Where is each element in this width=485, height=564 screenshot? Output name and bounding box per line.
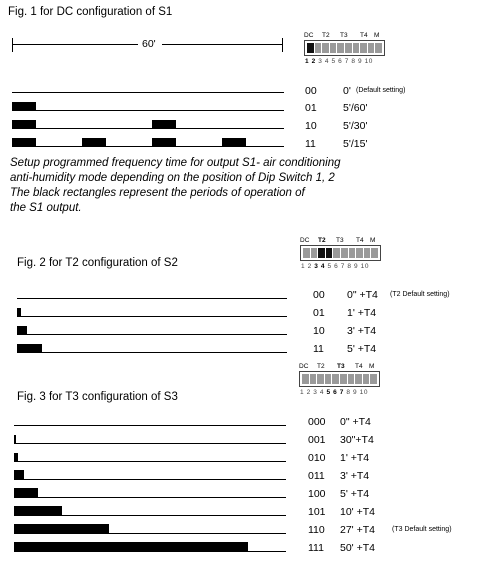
span-line-right xyxy=(162,44,282,45)
dip-switch-5 xyxy=(333,248,340,258)
dip-label-dc: DC xyxy=(300,237,310,244)
dip-label-t3: T3 xyxy=(336,237,344,244)
dip-switch-7 xyxy=(349,248,356,258)
dip-switch-3 xyxy=(317,374,324,384)
dip-switch-3 xyxy=(318,248,325,258)
fig1-row-01-line xyxy=(12,110,284,111)
span-left-tick xyxy=(12,38,13,52)
dip-label-m: M xyxy=(370,237,376,244)
description-line: Setup programmed frequency time for output S1- air conditioning xyxy=(10,157,341,169)
dip-switch-body xyxy=(300,245,381,261)
fig1-title: Fig. 1 for DC configuration of S1 xyxy=(8,6,173,18)
fig3-row-code: 001 xyxy=(308,434,326,446)
fig2-row-code: 10 xyxy=(313,325,325,337)
fig3-row-code: 101 xyxy=(308,506,326,518)
description-line: anti-humidity mode depending on the position of Dip Switch 1, 2 xyxy=(10,172,335,184)
dip-switch-8 xyxy=(360,43,367,53)
fig2-row-11-on-bar xyxy=(17,344,42,353)
dip-switch-2 xyxy=(310,374,317,384)
fig2-row-01-line xyxy=(17,316,287,317)
fig3-row-011-on-bar xyxy=(14,470,24,480)
fig2-row-01-on-bar xyxy=(17,308,21,317)
fig2-row-value: 5' +T4 xyxy=(347,343,377,355)
dip-label-m: M xyxy=(374,32,380,39)
fig1-row-11-on-bar-4 xyxy=(222,138,246,147)
dip-switch-2 xyxy=(315,43,322,53)
dip-switch-2 xyxy=(311,248,318,258)
fig3-row-code: 100 xyxy=(308,488,326,500)
fig1-row-value: 0' xyxy=(343,85,351,97)
fig2-row-note: (T2 Default setting) xyxy=(390,291,450,298)
fig3-row-value: 5' +T4 xyxy=(340,488,370,500)
dip-switch-5 xyxy=(337,43,344,53)
dip-switch-5 xyxy=(332,374,339,384)
dip-switch-3 xyxy=(322,43,329,53)
dip-label-t4: T4 xyxy=(355,363,363,370)
dip-label-m: M xyxy=(369,363,375,370)
dip-numbers: 1 2 3 4 5 6 7 8 9 10 xyxy=(305,58,374,65)
dip-switch-1 xyxy=(307,43,314,53)
fig3-row-value: 0" +T4 xyxy=(340,416,371,428)
fig2-row-11-line xyxy=(17,352,287,353)
dip-label-t4: T4 xyxy=(360,32,368,39)
dip-switch-6 xyxy=(340,374,347,384)
dip-switch-7 xyxy=(353,43,360,53)
dip-switch-1 xyxy=(302,374,309,384)
dip-switch-4 xyxy=(330,43,337,53)
fig3-row-111-on-bar xyxy=(14,542,248,552)
fig1-row-code: 01 xyxy=(305,102,317,114)
fig3-row-value: 30"+T4 xyxy=(340,434,374,446)
dip-label-t3: T3 xyxy=(337,363,345,370)
dip-numbers: 1 2 3 4 5 6 7 8 9 10 xyxy=(300,389,369,396)
fig3-row-100-line xyxy=(14,497,286,498)
dip-switch-body xyxy=(299,371,380,387)
dip-switch-10 xyxy=(370,374,377,384)
fig3-row-code: 110 xyxy=(308,524,325,536)
dip-label-t2: T2 xyxy=(317,363,325,370)
fig3-row-010-on-bar xyxy=(14,453,18,462)
fig3-row-code: 010 xyxy=(308,452,326,464)
dip-switch-1 xyxy=(303,248,310,258)
fig3-row-101-on-bar xyxy=(14,506,62,516)
fig2-row-value: 1' +T4 xyxy=(347,307,377,319)
dip-label-t4: T4 xyxy=(356,237,364,244)
dip-switch-fig3 xyxy=(299,363,381,403)
dip-switch-body xyxy=(304,40,385,56)
dip-switch-6 xyxy=(345,43,352,53)
fig1-row-10-on-bar-1 xyxy=(12,120,36,129)
fig3-row-code: 111 xyxy=(308,542,324,554)
fig2-row-00-line xyxy=(17,298,287,299)
dip-label-dc: DC xyxy=(299,363,309,370)
fig3-row-001-on-bar xyxy=(14,435,16,444)
fig2-row-10-line xyxy=(17,334,287,335)
fig3-row-001-line xyxy=(14,443,286,444)
fig2-title: Fig. 2 for T2 configuration of S2 xyxy=(17,257,178,269)
dip-switch-fig2 xyxy=(300,237,382,277)
fig1-row-value: 5'/15' xyxy=(343,138,368,150)
dip-switch-fig1 xyxy=(304,32,386,72)
fig1-row-code: 10 xyxy=(305,120,317,132)
dip-switch-8 xyxy=(355,374,362,384)
fig2-row-value: 3' +T4 xyxy=(347,325,377,337)
fig1-row-00-line xyxy=(12,92,284,93)
dip-switch-10 xyxy=(375,43,382,53)
fig1-row-01-on-bar xyxy=(12,102,36,111)
span-label: 60' xyxy=(142,38,156,50)
fig3-row-value: 1' +T4 xyxy=(340,452,370,464)
dip-label-t2: T2 xyxy=(318,237,326,244)
span-right-tick xyxy=(282,38,283,52)
dip-switch-4 xyxy=(326,248,333,258)
fig2-row-code: 11 xyxy=(313,343,324,355)
dip-label-dc: DC xyxy=(304,32,314,39)
fig3-row-value: 27' +T4 xyxy=(340,524,375,536)
fig3-row-code: 011 xyxy=(308,470,325,482)
dip-switch-9 xyxy=(364,248,371,258)
fig1-row-code: 11 xyxy=(305,138,316,150)
fig1-row-11-on-bar-2 xyxy=(82,138,106,147)
fig3-row-code: 000 xyxy=(308,416,326,428)
dip-label-t3: T3 xyxy=(340,32,348,39)
fig1-row-11-on-bar-3 xyxy=(152,138,176,147)
fig3-row-value: 50' +T4 xyxy=(340,542,375,554)
fig1-row-value: 5'/30' xyxy=(343,120,368,132)
fig1-row-code: 00 xyxy=(305,85,317,97)
fig2-row-value: 0" +T4 xyxy=(347,289,378,301)
description-line: the S1 output. xyxy=(10,202,82,214)
dip-switch-8 xyxy=(356,248,363,258)
dip-switch-9 xyxy=(363,374,370,384)
fig3-row-value: 10' +T4 xyxy=(340,506,375,518)
span-line-left xyxy=(12,44,138,45)
dip-switch-7 xyxy=(348,374,355,384)
dip-switch-10 xyxy=(371,248,378,258)
fig3-row-011-line xyxy=(14,479,286,480)
dip-switch-6 xyxy=(341,248,348,258)
dip-switch-9 xyxy=(368,43,375,53)
fig1-row-note: (Default setting) xyxy=(356,87,406,94)
fig3-row-value: 3' +T4 xyxy=(340,470,370,482)
fig3-title: Fig. 3 for T3 configuration of S3 xyxy=(17,391,178,403)
fig2-row-code: 00 xyxy=(313,289,325,301)
fig3-row-note: (T3 Default setting) xyxy=(392,526,452,533)
fig2-row-code: 01 xyxy=(313,307,325,319)
fig1-row-value: 5'/60' xyxy=(343,102,368,114)
dip-switch-4 xyxy=(325,374,332,384)
fig3-row-010-line xyxy=(14,461,286,462)
fig3-row-100-on-bar xyxy=(14,488,38,498)
dip-numbers: 1 2 3 4 5 6 7 8 9 10 xyxy=(301,263,370,270)
fig1-row-11-on-bar-1 xyxy=(12,138,36,147)
dip-label-t2: T2 xyxy=(322,32,330,39)
description xyxy=(10,156,440,216)
fig3-row-110-on-bar xyxy=(14,524,109,534)
fig1-row-10-line xyxy=(12,128,284,129)
fig2-row-10-on-bar xyxy=(17,326,27,335)
fig1-row-10-on-bar-2 xyxy=(152,120,176,129)
fig3-row-000-line xyxy=(14,425,286,426)
description-line: The black rectangles represent the periods of operation of xyxy=(10,187,305,199)
